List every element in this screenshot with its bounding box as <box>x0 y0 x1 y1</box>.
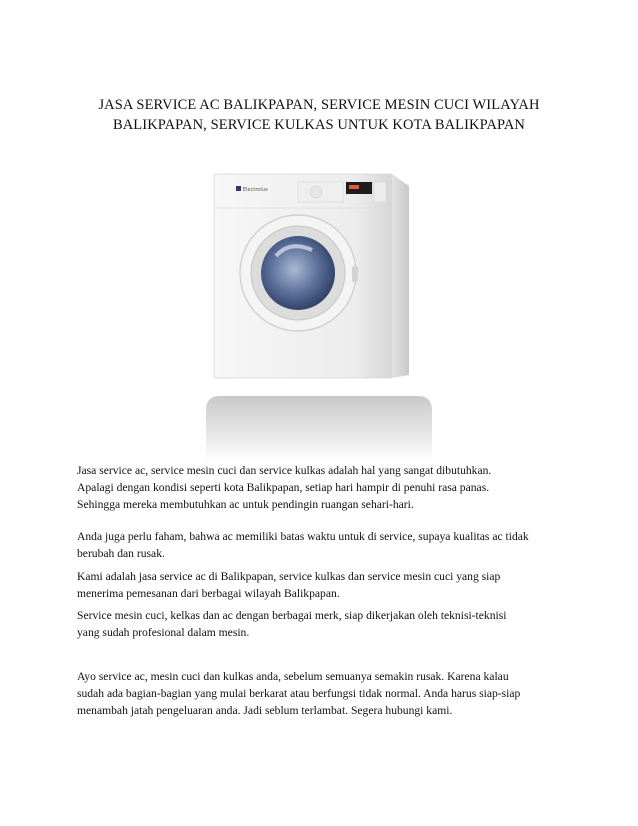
paragraph-2-line-2: berubah dan rusak. <box>77 547 165 560</box>
paragraph-1-line-1: Jasa service ac, service mesin cuci dan service kulkas adalah hal yang sangat dibutuhkan. <box>77 464 492 477</box>
paragraph-2-line-1: Anda juga perlu faham, bahwa ac memiliki batas waktu untuk di service, supaya kualitas ac tidak <box>77 530 529 543</box>
washing-machine-image <box>206 170 432 462</box>
paragraph-5 <box>77 668 577 719</box>
svg-text:Electrolux: Electrolux <box>243 187 268 193</box>
floor-reflection <box>206 396 432 462</box>
paragraph-4 <box>77 607 577 641</box>
paragraph-5-line-1: Ayo service ac, mesin cuci dan kulkas anda, sebelum semuanya semakin rusak. Karena kalau <box>77 670 509 683</box>
paragraph-3 <box>77 568 577 602</box>
paragraph-1-line-2: Apalagi dengan kondisi seperti kota Balikpapan, setiap hari hampir di penuhi rasa panas. <box>77 481 490 494</box>
paragraph-4-line-2: yang sudah profesional dalam mesin. <box>77 626 250 639</box>
document-title <box>60 95 578 135</box>
door <box>240 215 358 331</box>
paragraph-1 <box>77 462 577 513</box>
title-line-2: BALIKPAPAN, SERVICE KULKAS UNTUK KOTA BALIKPAPAN <box>112 117 526 133</box>
paragraph-3-line-1: Kami adalah jasa service ac di Balikpapan, service kulkas dan service mesin cuci yang siap <box>77 570 501 583</box>
paragraph-1-line-3: Sehingga mereka membutuhkan ac untuk pendingin ruangan sehari-hari. <box>77 498 414 511</box>
paragraph-2 <box>77 528 577 562</box>
title-line-1: JASA SERVICE AC BALIKPAPAN, SERVICE MESIN CUCI WILAYAH <box>98 97 540 113</box>
paragraph-5-line-2: sudah ada bagian-bagian yang mulai berkarat atau berfungsi tidak normal. Anda harus siap-siap <box>77 687 521 700</box>
paragraph-5-line-3: menambah jatah pengeluaran anda. Jadi seblum terlambat. Segera hubungi kami. <box>77 704 453 717</box>
paragraph-3-line-2: menerima pemesanan dari berbagai wilayah Balikpapan. <box>77 587 340 600</box>
paragraph-4-line-1: Service mesin cuci, kelkas dan ac dengan berbagai merk, siap dikerjakan oleh teknisi-teknisi <box>77 609 507 622</box>
